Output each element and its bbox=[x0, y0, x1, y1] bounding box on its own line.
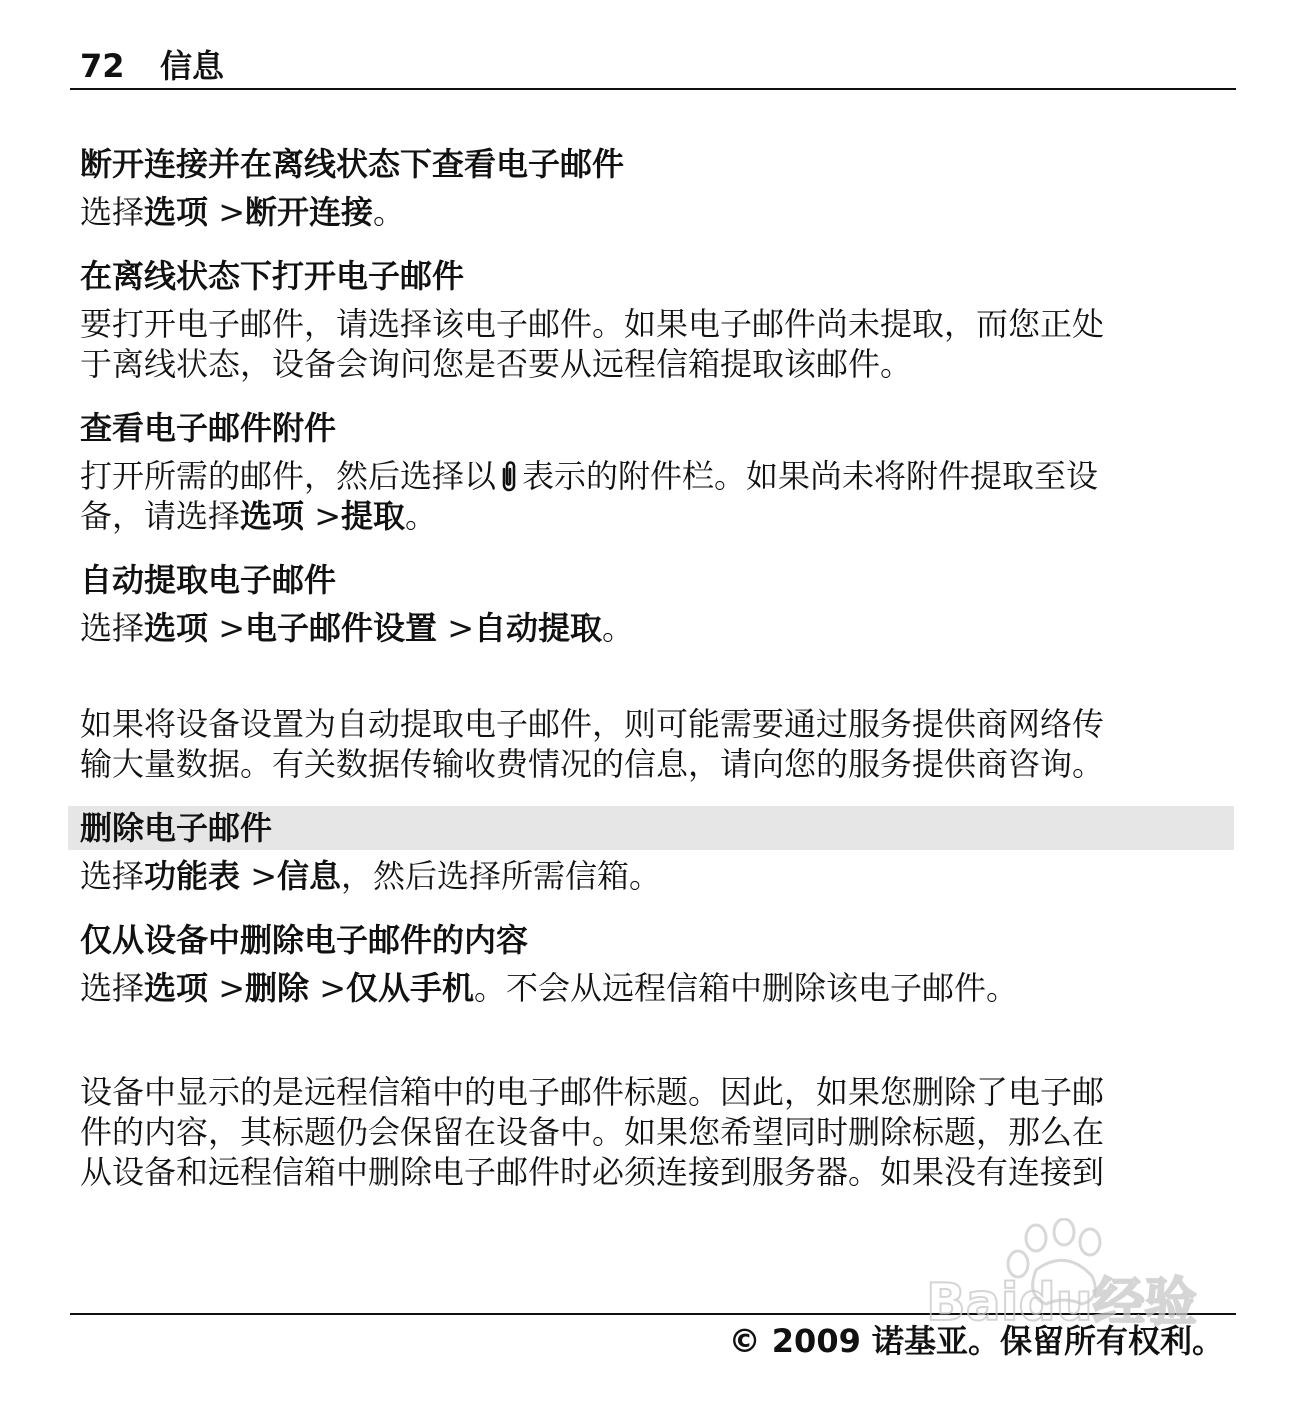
baidu-watermark bbox=[918, 1218, 1228, 1348]
menu-option-label: 电子邮件设置 bbox=[245, 609, 438, 647]
paragraph-disconnect bbox=[80, 192, 1230, 232]
heading-open-offline: 在离线状态下打开电子邮件 bbox=[80, 257, 465, 295]
paragraph-open-offline-1: 要打开电子邮件，请选择该电子邮件。如果电子邮件尚未提取，而您正处 bbox=[80, 305, 1105, 343]
menu-option-label: 信息 bbox=[277, 857, 342, 895]
paragraph-delete-content-only bbox=[80, 968, 1230, 1008]
menu-option-label: 仅从手机 bbox=[346, 969, 475, 1007]
menu-option-label: 断开连接 bbox=[245, 193, 374, 231]
menu-option-label: 提取 bbox=[341, 497, 406, 535]
heading-delete-email: 删除电子邮件 bbox=[68, 806, 1234, 850]
paragraph-open-offline-2: 于离线状态，设备会询问您是否要从远程信箱提取该邮件。 bbox=[80, 345, 913, 383]
watermark-text: Baidu经验 bbox=[926, 1273, 1197, 1333]
menu-option-label: 删除 bbox=[245, 969, 310, 1007]
text: > bbox=[304, 497, 342, 535]
paragraph-delete-email bbox=[80, 856, 1230, 896]
text: 表示的附件栏。如果尚未将附件提取至设 bbox=[522, 457, 1099, 495]
text: > bbox=[208, 193, 246, 231]
section-title: 信息 bbox=[160, 47, 225, 85]
menu-option-label: 自动提取 bbox=[474, 609, 603, 647]
heading-view-attachment: 查看电子邮件附件 bbox=[80, 409, 337, 447]
text: > bbox=[437, 609, 475, 647]
page-content bbox=[80, 142, 1230, 1192]
heading-disconnect-offline: 断开连接并在离线状态下查看电子邮件 bbox=[80, 145, 625, 183]
text: > bbox=[309, 969, 347, 1007]
text: > bbox=[240, 857, 278, 895]
menu-option-label: 选项 bbox=[144, 193, 209, 231]
text: 。 bbox=[405, 497, 438, 535]
text: 打开所需的邮件，然后选择以 bbox=[80, 457, 497, 495]
text: > bbox=[208, 969, 246, 1007]
paragraph-attachment-1 bbox=[80, 456, 1230, 496]
page-header bbox=[70, 44, 1236, 90]
text: 选择 bbox=[80, 193, 145, 231]
text: > bbox=[208, 609, 246, 647]
text: 。 bbox=[373, 193, 406, 231]
note-data-charges-2: 输大量数据。有关数据传输收费情况的信息，请向您的服务提供商咨询。 bbox=[80, 745, 1105, 783]
paragraph-attachment-2 bbox=[80, 496, 1230, 536]
text: 选择 bbox=[80, 609, 145, 647]
note-headers-1: 设备中显示的是远程信箱中的电子邮件标题。因此，如果您删除了电子邮 bbox=[80, 1073, 1105, 1111]
text: 选择 bbox=[80, 969, 145, 1007]
text: 选择 bbox=[80, 857, 145, 895]
menu-option-label: 选项 bbox=[240, 497, 305, 535]
text: ，然后选择所需信箱。 bbox=[341, 857, 662, 895]
heading-auto-retrieve: 自动提取电子邮件 bbox=[80, 561, 337, 599]
text: 备，请选择 bbox=[80, 497, 241, 535]
menu-option-label: 功能表 bbox=[144, 857, 241, 895]
paw-icon bbox=[918, 1218, 1228, 1348]
menu-option-label: 选项 bbox=[144, 969, 209, 1007]
note-headers-3: 从设备和远程信箱中删除电子邮件时必须连接到服务器。如果没有连接到 bbox=[80, 1153, 1105, 1191]
note-headers-2: 件的内容，其标题仍会保留在设备中。如果您希望同时删除标题，那么在 bbox=[80, 1113, 1105, 1151]
paperclip-icon bbox=[496, 459, 522, 493]
heading-delete-content-only: 仅从设备中删除电子邮件的内容 bbox=[80, 921, 529, 959]
menu-option-label: 选项 bbox=[144, 609, 209, 647]
paragraph-auto-retrieve bbox=[80, 608, 1230, 648]
page-number: 72 bbox=[80, 47, 125, 85]
copyright-notice: © 2009 诺基亚。保留所有权利。 bbox=[728, 1322, 1224, 1360]
text: 。不会从远程信箱中删除该电子邮件。 bbox=[474, 969, 1019, 1007]
text: 。 bbox=[602, 609, 635, 647]
note-data-charges-1: 如果将设备设置为自动提取电子邮件，则可能需要通过服务提供商网络传 bbox=[80, 705, 1105, 743]
